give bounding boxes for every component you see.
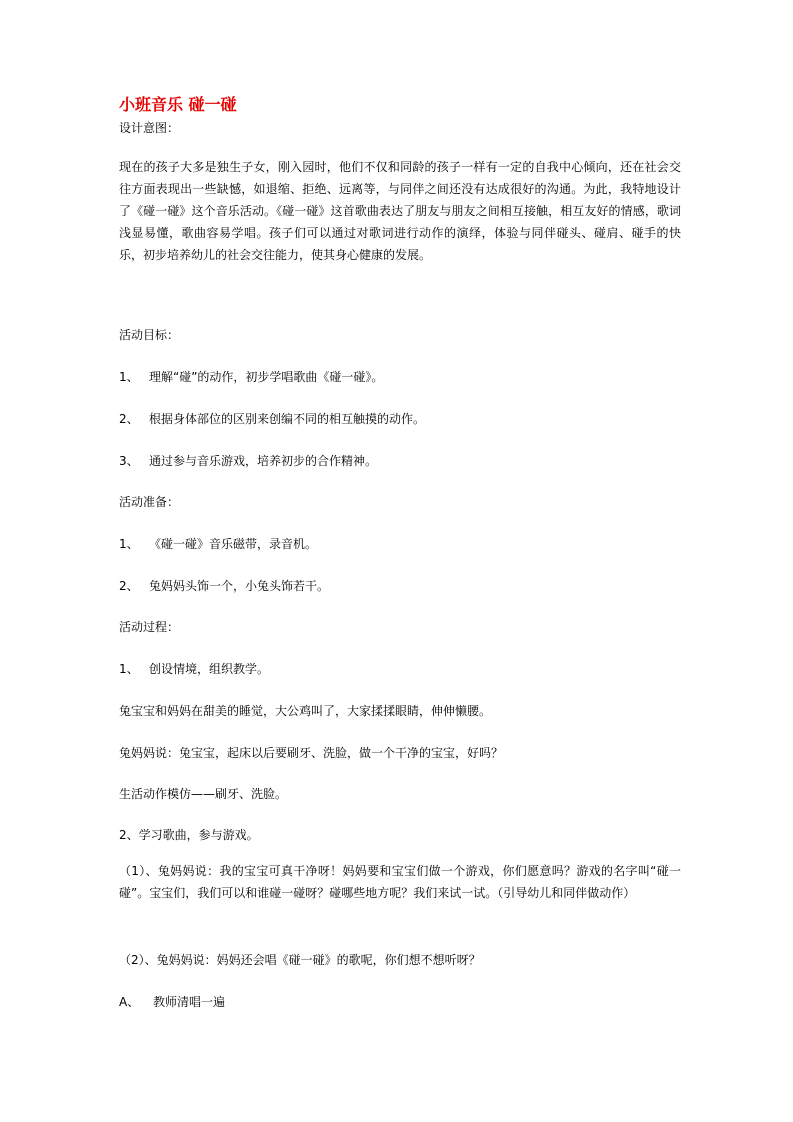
prep-number: 1、 <box>119 537 139 551</box>
goal-number: 2、 <box>119 412 139 426</box>
goal-item <box>119 411 425 427</box>
process-sub-2: （2）、兔妈妈说：妈妈还会唱《碰一碰》的歌呢，你们想不想听呀？ <box>119 953 481 967</box>
process-item-text: 教师清唱一遍 <box>153 995 226 1009</box>
prep-number: 2、 <box>119 579 139 593</box>
process-step-number: 1、 <box>119 662 139 676</box>
process-step-1 <box>119 661 269 677</box>
process-heading: 活动过程： <box>119 620 180 634</box>
prep-item <box>119 536 317 552</box>
design-paragraph: 现在的孩子大多是独生子女，刚入园时，他们不仅和同龄的孩子一样有一定的自我中心倾向，还在社会交往方面表现出一些缺憾，如退缩、拒绝、远离等，与同伴之间还没有达成很好的沟通。为此，我特地设计了《碰一碰》这个音乐活动。《碰一碰》这首歌曲表达了朋友与朋友之间相互接触，相互友好的情感，歌词浅显易懂，歌曲容易学唱。孩子们可以通过对歌词进行动作的演绎，体验与同伴碰头、碰肩、碰手的快乐，初步培养幼儿的社会交往能力，使其身心健康的发展。 <box>119 160 681 262</box>
goal-item <box>119 453 377 469</box>
document-title: 小班音乐 碰一碰 <box>119 95 237 114</box>
prep-item <box>119 578 329 594</box>
goal-text: 根据身体部位的区别来创编不同的相互触摸的动作。 <box>149 412 426 426</box>
goal-text: 通过参与音乐游戏，培养初步的合作精神。 <box>149 454 378 468</box>
goal-text: 理解“碰”的动作，初步学唱歌曲《碰一碰》。 <box>149 370 384 384</box>
goal-number: 3、 <box>119 454 139 468</box>
process-step-2: 2、学习歌曲，参与游戏。 <box>119 828 259 842</box>
goals-heading: 活动目标： <box>119 328 180 342</box>
prep-heading: 活动准备： <box>119 495 180 509</box>
process-line: 兔宝宝和妈妈在甜美的睡觉，大公鸡叫了，大家揉揉眼睛，伸伸懒腰。 <box>119 704 492 718</box>
prep-text: 《碰一碰》音乐磁带，录音机。 <box>149 537 318 551</box>
design-heading: 设计意图： <box>119 121 180 135</box>
prep-text: 兔妈妈头饰一个，小兔头饰若干。 <box>149 579 330 593</box>
process-line: 兔妈妈说：兔宝宝，起床以后要刷牙、洗脸，做一个干净的宝宝，好吗？ <box>119 746 504 760</box>
process-step-text: 创设情境，组织教学。 <box>149 662 270 676</box>
process-line: 生活动作模仿——刷牙、洗脸。 <box>119 787 288 801</box>
goal-item <box>119 369 383 385</box>
goal-number: 1、 <box>119 370 139 384</box>
process-item-a <box>119 994 225 1010</box>
process-item-letter: A、 <box>119 995 140 1009</box>
process-sub-1: （1）、兔妈妈说：我的宝宝可真干净呀！妈妈要和宝宝们做一个游戏，你们愿意吗？游戏的名字叫“碰一碰”。宝宝们，我们可以和谁碰一碰呀？碰哪些地方呢？我们来试一试。（引导幼儿和同伴做动作） <box>119 864 681 900</box>
